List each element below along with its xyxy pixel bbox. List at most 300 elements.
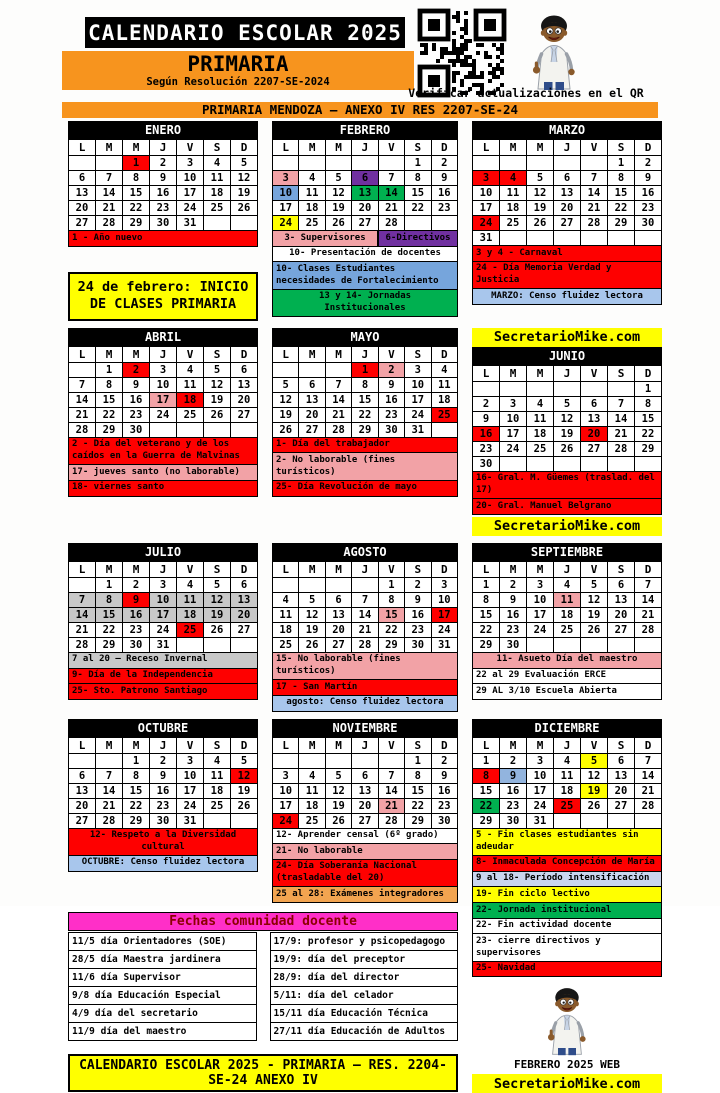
month-calendar — [472, 347, 662, 515]
fecha-docente-item: 11/5 día Orientadores (SOE) — [68, 932, 257, 951]
day-cell: 17 — [431, 607, 457, 622]
weekday-header: J — [150, 140, 177, 156]
month-octubre — [68, 719, 258, 872]
day-cell: 24 — [527, 622, 554, 637]
website-bar: SecretarioMike.com — [472, 328, 662, 347]
day-cell: 31 — [473, 231, 500, 246]
day-cell: 20 — [554, 201, 581, 216]
weekday-header: J — [150, 561, 177, 577]
day-cell: 24 — [177, 798, 204, 813]
month-note: 11- Asueto Día del maestro — [472, 652, 662, 669]
day-cell: 18 — [204, 783, 231, 798]
day-cell — [231, 637, 258, 652]
day-cell: 22 — [352, 407, 378, 422]
day-cell: 23 — [405, 622, 431, 637]
day-cell: 15 — [123, 783, 150, 798]
day-cell: 21 — [378, 798, 404, 813]
day-cell: 17 — [500, 426, 527, 441]
day-cell: 13 — [581, 411, 608, 426]
day-cell: 24 — [500, 441, 527, 456]
month-day-grid — [472, 737, 662, 829]
weekday-header: M — [527, 365, 554, 381]
day-cell: 7 — [635, 753, 662, 768]
day-cell: 9 — [500, 592, 527, 607]
day-cell: 4 — [177, 362, 204, 377]
day-cell: 1 — [473, 753, 500, 768]
weekday-header: J — [352, 561, 378, 577]
day-cell — [500, 156, 527, 171]
day-cell: 2 — [500, 577, 527, 592]
day-cell: 18 — [527, 426, 554, 441]
day-cell: 16 — [405, 607, 431, 622]
day-cell: 14 — [608, 411, 635, 426]
weekday-header: S — [608, 140, 635, 156]
day-cell: 29 — [473, 637, 500, 652]
month-calendar — [472, 121, 662, 305]
page-title: CALENDARIO ESCOLAR 2025 — [85, 17, 405, 48]
day-cell: 10 — [431, 592, 457, 607]
month-note: 25- Sto. Patrono Santiago — [68, 683, 258, 700]
day-cell — [352, 156, 378, 171]
day-cell: 20 — [325, 622, 351, 637]
day-cell: 25 — [554, 622, 581, 637]
month-note: 24 - Día Memoria Verdad y Justicia — [472, 261, 662, 289]
month-title: JULIO — [68, 543, 258, 561]
weekday-header: M — [500, 561, 527, 577]
weekday-header: D — [635, 365, 662, 381]
day-cell: 18 — [177, 607, 204, 622]
weekday-header: M — [96, 561, 123, 577]
day-cell: 25 — [204, 798, 231, 813]
weekday-header: V — [378, 346, 404, 362]
day-cell: 21 — [69, 407, 96, 422]
day-cell: 4 — [273, 592, 299, 607]
day-cell — [527, 231, 554, 246]
day-cell: 12 — [325, 783, 351, 798]
day-cell: 27 — [299, 422, 325, 437]
month-calendar — [68, 328, 258, 497]
day-cell: 10 — [177, 768, 204, 783]
day-cell: 29 — [635, 441, 662, 456]
fecha-docente-item: 28/9: día del director — [270, 968, 459, 987]
day-cell: 2 — [500, 753, 527, 768]
weekday-header: M — [325, 346, 351, 362]
weekday-header: L — [273, 346, 299, 362]
day-cell: 31 — [150, 637, 177, 652]
weekday-header: V — [378, 737, 404, 753]
day-cell: 9 — [150, 768, 177, 783]
month-note: OCTUBRE: Censo fluidez lectora — [68, 855, 258, 872]
day-cell: 21 — [96, 201, 123, 216]
weekday-header: M — [527, 561, 554, 577]
day-cell: 7 — [325, 377, 351, 392]
day-cell: 19 — [273, 407, 299, 422]
day-cell: 4 — [500, 171, 527, 186]
weekday-header: J — [150, 737, 177, 753]
day-cell — [608, 231, 635, 246]
day-cell: 28 — [378, 813, 404, 828]
day-cell: 16 — [123, 607, 150, 622]
day-cell — [500, 456, 527, 471]
day-cell — [299, 362, 325, 377]
day-cell: 1 — [405, 753, 431, 768]
day-cell: 5 — [527, 171, 554, 186]
day-cell: 30 — [635, 216, 662, 231]
day-cell: 12 — [527, 186, 554, 201]
day-cell: 19 — [581, 783, 608, 798]
day-cell: 11 — [177, 377, 204, 392]
day-cell: 13 — [352, 783, 378, 798]
day-cell — [581, 156, 608, 171]
day-cell: 28 — [581, 216, 608, 231]
day-cell: 29 — [123, 813, 150, 828]
day-cell: 26 — [273, 422, 299, 437]
day-cell: 3 — [177, 156, 204, 171]
day-cell: 12 — [299, 607, 325, 622]
day-cell: 9 — [431, 768, 457, 783]
month-note: 2- No laborable (fines turísticos) — [272, 452, 458, 480]
weekday-header: M — [123, 140, 150, 156]
weekday-header: D — [231, 346, 258, 362]
day-cell: 16 — [431, 783, 457, 798]
day-cell — [150, 422, 177, 437]
month-note: 13 y 14- Jornadas Institucionales — [272, 289, 458, 317]
day-cell: 28 — [378, 216, 404, 231]
day-cell: 3 — [177, 753, 204, 768]
day-cell: 27 — [69, 813, 96, 828]
month-note: 3 y 4 - Carnaval — [472, 245, 662, 262]
day-cell — [325, 156, 351, 171]
day-cell: 23 — [500, 798, 527, 813]
weekday-header: D — [431, 140, 457, 156]
day-cell: 2 — [405, 577, 431, 592]
day-cell: 25 — [177, 622, 204, 637]
day-cell — [554, 637, 581, 652]
day-cell: 24 — [405, 407, 431, 422]
day-cell: 3 — [527, 577, 554, 592]
weekday-header: V — [177, 561, 204, 577]
fecha-docente-item: 5/11: día del celador — [270, 986, 459, 1005]
day-cell: 14 — [96, 186, 123, 201]
day-cell: 28 — [69, 422, 96, 437]
day-cell: 24 — [473, 216, 500, 231]
day-cell: 30 — [473, 456, 500, 471]
weekday-header: V — [378, 561, 404, 577]
weekday-header: S — [608, 365, 635, 381]
day-cell: 9 — [378, 377, 404, 392]
day-cell — [325, 577, 351, 592]
month-abril — [68, 328, 258, 497]
month-noviembre — [272, 719, 458, 903]
fecha-docente-item: 15/11 día Educación Técnica — [270, 1004, 459, 1023]
day-cell: 10 — [150, 592, 177, 607]
day-cell: 7 — [635, 577, 662, 592]
month-note: 12- Aprender censal (6º grado) — [272, 828, 458, 845]
day-cell: 24 — [150, 407, 177, 422]
day-cell: 20 — [299, 407, 325, 422]
weekday-header: D — [431, 561, 457, 577]
day-cell: 24 — [273, 813, 299, 828]
day-cell: 10 — [150, 377, 177, 392]
month-title: MAYO — [272, 328, 458, 346]
day-cell: 20 — [69, 798, 96, 813]
day-cell: 7 — [581, 171, 608, 186]
day-cell: 25 — [204, 201, 231, 216]
day-cell: 23 — [431, 798, 457, 813]
month-title: JUNIO — [472, 347, 662, 365]
month-note: 1- Día del trabajador — [272, 437, 458, 454]
month-calendar — [472, 719, 662, 978]
day-cell: 7 — [378, 768, 404, 783]
day-cell — [554, 381, 581, 396]
month-note-row — [272, 230, 458, 247]
day-cell: 25 — [431, 407, 457, 422]
weekday-header: D — [231, 140, 258, 156]
bottom-left-block — [68, 719, 458, 1092]
weekday-header: J — [554, 140, 581, 156]
day-cell: 1 — [378, 577, 404, 592]
day-cell: 13 — [231, 377, 258, 392]
day-cell: 13 — [231, 592, 258, 607]
day-cell: 11 — [177, 592, 204, 607]
month-note: MARZO: Censo fluidez lectora — [472, 288, 662, 305]
day-cell: 6 — [231, 362, 258, 377]
day-cell: 24 — [150, 622, 177, 637]
day-cell: 15 — [473, 783, 500, 798]
day-cell: 30 — [405, 637, 431, 652]
day-cell: 29 — [96, 422, 123, 437]
day-cell: 31 — [431, 637, 457, 652]
day-cell: 20 — [69, 201, 96, 216]
month-note: 2 - Día del veterano y de los caídos en la Guerra de Malvinas — [68, 437, 258, 465]
day-cell — [581, 456, 608, 471]
day-cell: 7 — [352, 592, 378, 607]
day-cell — [431, 216, 457, 231]
day-cell — [405, 216, 431, 231]
weekday-header: D — [231, 737, 258, 753]
day-cell — [299, 577, 325, 592]
day-cell: 18 — [204, 186, 231, 201]
mascot-caption: FEBRERO 2025 WEB — [514, 1058, 620, 1072]
day-cell — [231, 422, 258, 437]
weekday-header: J — [352, 346, 378, 362]
day-cell: 20 — [352, 201, 378, 216]
day-cell: 8 — [608, 171, 635, 186]
day-cell: 4 — [554, 577, 581, 592]
day-cell: 4 — [299, 768, 325, 783]
day-cell — [608, 381, 635, 396]
day-cell: 6 — [352, 768, 378, 783]
day-cell: 15 — [635, 411, 662, 426]
month-mayo — [272, 328, 458, 497]
day-cell: 16 — [473, 426, 500, 441]
weekday-header: M — [299, 737, 325, 753]
month-calendar — [472, 543, 662, 700]
day-cell — [608, 637, 635, 652]
day-cell: 10 — [500, 411, 527, 426]
day-cell — [352, 577, 378, 592]
weekday-header: V — [378, 140, 404, 156]
day-cell: 9 — [150, 171, 177, 186]
day-cell — [69, 362, 96, 377]
day-cell: 14 — [581, 186, 608, 201]
day-cell — [554, 231, 581, 246]
day-cell: 28 — [96, 216, 123, 231]
day-cell — [608, 813, 635, 828]
month-title: AGOSTO — [272, 543, 458, 561]
day-cell: 6 — [608, 753, 635, 768]
month-note: 22- Fin actividad docente — [472, 918, 662, 935]
day-cell — [273, 362, 299, 377]
weekday-header: L — [473, 561, 500, 577]
weekday-header: J — [554, 365, 581, 381]
day-cell — [635, 637, 662, 652]
weekday-header: L — [69, 346, 96, 362]
day-cell: 26 — [231, 798, 258, 813]
day-cell: 14 — [96, 783, 123, 798]
day-cell: 26 — [231, 201, 258, 216]
day-cell: 10 — [527, 592, 554, 607]
day-cell: 28 — [635, 622, 662, 637]
day-cell: 24 — [527, 798, 554, 813]
day-cell: 8 — [405, 171, 431, 186]
month-junio — [472, 328, 662, 536]
day-cell: 8 — [352, 377, 378, 392]
month-day-grid — [472, 561, 662, 653]
day-cell: 12 — [554, 411, 581, 426]
day-cell: 15 — [96, 607, 123, 622]
day-cell: 1 — [96, 577, 123, 592]
day-cell: 17 — [527, 607, 554, 622]
month-calendar — [68, 121, 258, 247]
day-cell: 16 — [635, 186, 662, 201]
month-note: 21- No laborable — [272, 843, 458, 860]
weekday-header: S — [608, 737, 635, 753]
day-cell — [325, 753, 351, 768]
weekday-header: V — [581, 365, 608, 381]
day-cell: 6 — [608, 577, 635, 592]
day-cell — [177, 422, 204, 437]
weekday-header: V — [581, 561, 608, 577]
day-cell: 17 — [473, 201, 500, 216]
day-cell: 5 — [204, 577, 231, 592]
day-cell: 20 — [608, 607, 635, 622]
day-cell: 29 — [405, 813, 431, 828]
day-cell: 22 — [405, 798, 431, 813]
day-cell — [554, 156, 581, 171]
weekday-header: L — [273, 140, 299, 156]
day-cell: 23 — [431, 201, 457, 216]
fecha-docente-item: 17/9: profesor y psicopedagogo — [270, 932, 459, 951]
day-cell: 3 — [405, 362, 431, 377]
day-cell: 29 — [96, 637, 123, 652]
day-cell: 7 — [608, 396, 635, 411]
month-title: FEBRERO — [272, 121, 458, 139]
day-cell: 3 — [500, 396, 527, 411]
qr-caption: Verificar actualizaciones en el QR — [408, 86, 644, 100]
weekday-header: M — [500, 737, 527, 753]
month-note: 8- Inmaculada Concepción de María — [472, 855, 662, 872]
day-cell: 8 — [123, 768, 150, 783]
day-cell: 3 — [273, 171, 299, 186]
weekday-header: M — [325, 140, 351, 156]
day-cell: 3 — [273, 768, 299, 783]
day-cell — [325, 362, 351, 377]
day-cell: 13 — [608, 768, 635, 783]
weekday-header: D — [635, 140, 662, 156]
day-cell: 5 — [231, 156, 258, 171]
day-cell: 22 — [96, 407, 123, 422]
day-cell: 25 — [177, 407, 204, 422]
level-label: PRIMARIA — [187, 52, 289, 77]
day-cell: 22 — [123, 201, 150, 216]
month-note: 22- Jornada institucional — [472, 902, 662, 919]
day-cell: 24 — [273, 216, 299, 231]
day-cell: 20 — [608, 783, 635, 798]
month-note: 9- Día de la Independencia — [68, 668, 258, 685]
month-title: NOVIEMBRE — [272, 719, 458, 737]
weekday-header: M — [299, 346, 325, 362]
day-cell — [273, 156, 299, 171]
weekday-header: M — [96, 346, 123, 362]
month-note: 22 al 29 Evaluación ERCE — [472, 668, 662, 685]
weekday-header: V — [177, 140, 204, 156]
day-cell: 26 — [204, 622, 231, 637]
day-cell: 27 — [608, 798, 635, 813]
day-cell: 7 — [378, 171, 404, 186]
month-note: 6-Directivos — [378, 230, 458, 247]
month-note: 3- Supervisores — [272, 230, 378, 247]
day-cell: 8 — [96, 377, 123, 392]
day-cell: 1 — [473, 577, 500, 592]
fechas-right-column — [270, 933, 459, 1041]
day-cell: 23 — [123, 622, 150, 637]
day-cell: 30 — [123, 637, 150, 652]
day-cell: 9 — [500, 768, 527, 783]
day-cell: 12 — [581, 768, 608, 783]
weekday-header: L — [69, 140, 96, 156]
day-cell: 18 — [273, 622, 299, 637]
day-cell: 17 — [405, 392, 431, 407]
website-bar: SecretarioMike.com — [472, 517, 662, 536]
month-day-grid — [272, 139, 458, 231]
day-cell: 23 — [635, 201, 662, 216]
day-cell: 2 — [378, 362, 404, 377]
day-cell — [69, 577, 96, 592]
day-cell: 4 — [527, 396, 554, 411]
day-cell: 8 — [405, 768, 431, 783]
day-cell: 5 — [554, 396, 581, 411]
month-title: SEPTIEMBRE — [472, 543, 662, 561]
day-cell: 1 — [405, 156, 431, 171]
day-cell: 11 — [431, 377, 457, 392]
day-cell — [273, 577, 299, 592]
day-cell: 14 — [352, 607, 378, 622]
day-cell: 27 — [231, 407, 258, 422]
footer-banner: CALENDARIO ESCOLAR 2025 - PRIMARIA – RES. 2204-SE-24 ANEXO IV — [68, 1054, 458, 1092]
day-cell: 30 — [500, 813, 527, 828]
day-cell: 27 — [608, 622, 635, 637]
day-cell: 17 — [273, 798, 299, 813]
weekday-header: V — [177, 737, 204, 753]
day-cell: 28 — [352, 637, 378, 652]
weekday-header: M — [527, 737, 554, 753]
day-cell — [527, 456, 554, 471]
fecha-docente-item: 9/8 día Educación Especial — [68, 986, 257, 1005]
month-note: 23- cierre directivos y supervisores — [472, 933, 662, 961]
day-cell — [231, 216, 258, 231]
day-cell — [204, 813, 231, 828]
